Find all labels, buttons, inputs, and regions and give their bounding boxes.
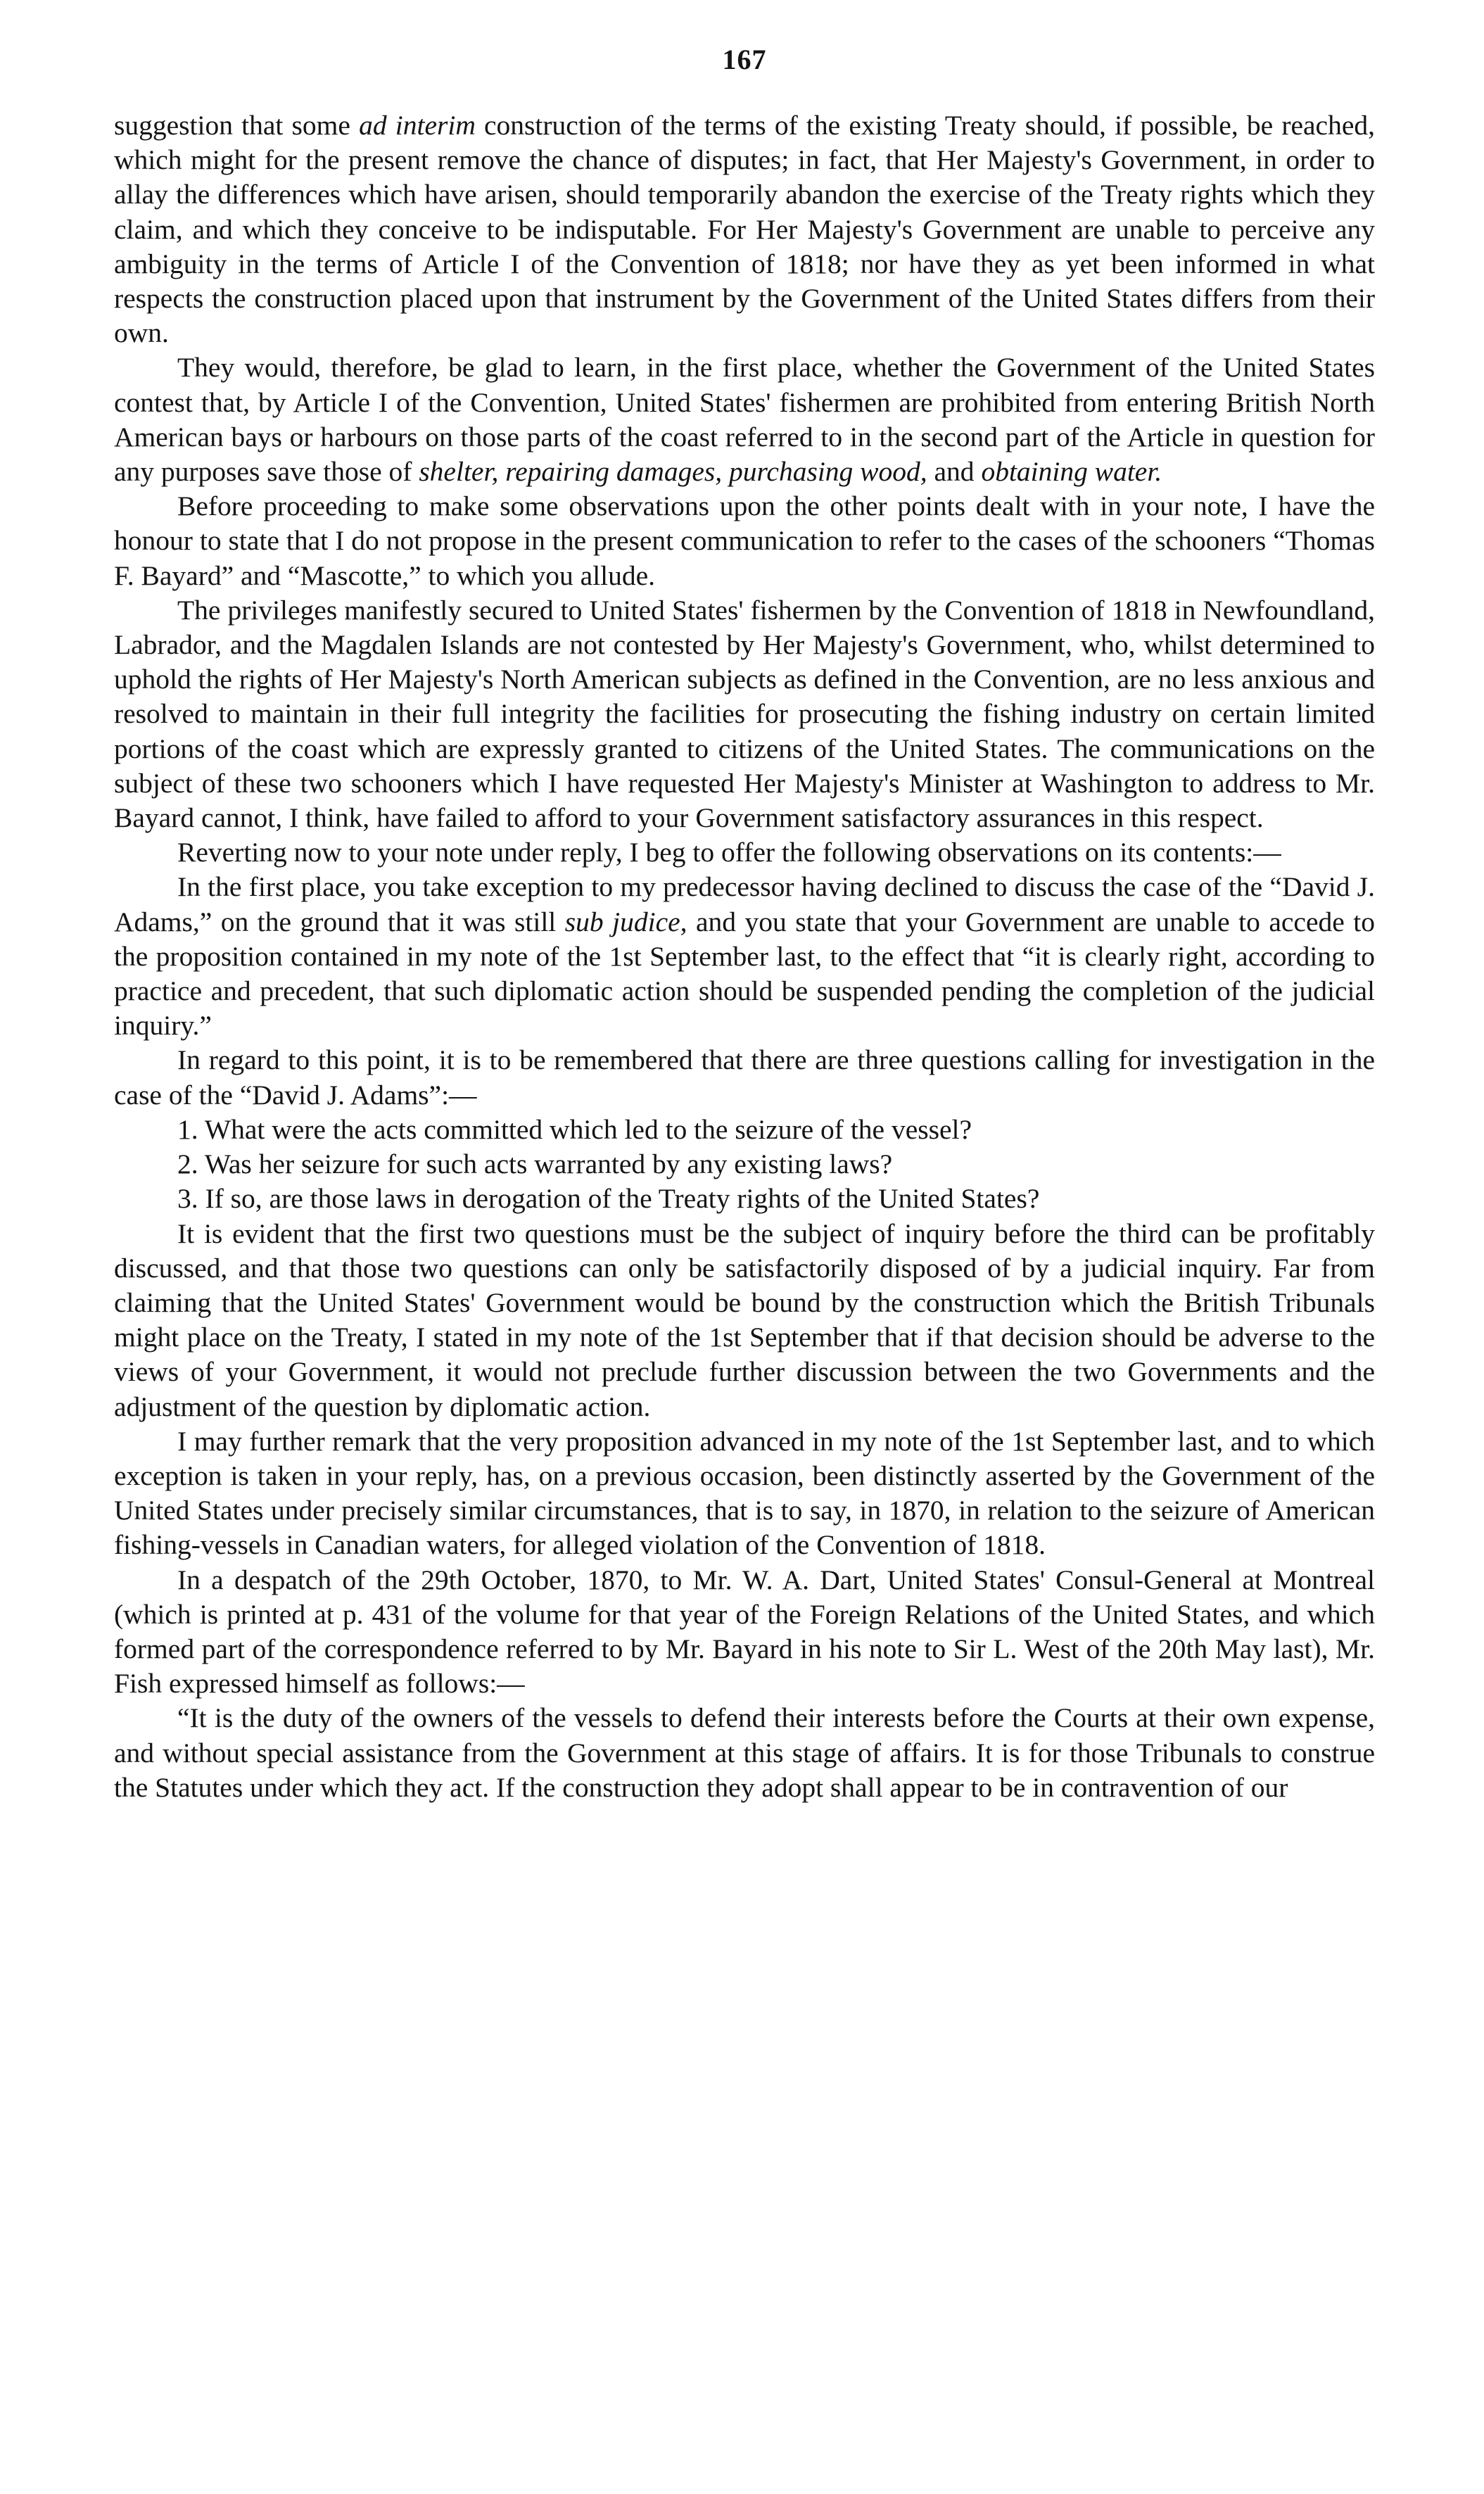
page-number: 167 (722, 44, 767, 75)
paragraph (114, 835, 1375, 870)
text-run: 2. Was her seizure for such acts warranted by any existing laws? (177, 1148, 893, 1180)
document-page (114, 42, 1375, 1805)
italic-text: ad interim (359, 110, 476, 141)
text-run: They would, therefore, be glad to learn, in the first place, whether the Government of the United States contest that, by Article I of the Convention, United States' fishermen are prohibited from entering British North American bays or harbours on those parts of the coast referred to in the second part of the Article in question for any purposes save those of (114, 352, 1375, 488)
paragraph (114, 870, 1375, 1043)
paragraph (114, 489, 1375, 593)
italic-text: obtaining water. (981, 456, 1162, 488)
text-run: “It is the duty of the owners of the vessels to defend their interests before the Courts at their own expense, and without special assistance from the Government at this stage of affairs. It is for those Tribunals to construe the Statutes under which they act. If the construction they adopt shall appear to be in contravention of our (114, 1702, 1375, 1803)
text-run: construction of the terms of the existing Treaty should, if possible, be reached, which might for the present remove the chance of disputes; in fact, that Her Majesty's Government, in order to allay the differences which have arisen, should temporarily abandon the exercise of the Treaty rights which they claim, and which they conceive to be indisputable. For Her Majesty's Government are unable to perceive any ambiguity in the terms of Article I of the Convention of 1818; nor have they as yet been informed in what respects the construction placed upon that instrument by the Government of the United States differs from their own. (114, 110, 1375, 349)
text-run: Reverting now to your note under reply, I beg to offer the following observations on its contents:— (177, 837, 1281, 868)
paragraph (114, 350, 1375, 489)
text-run: In a despatch of the 29th October, 1870, to Mr. W. A. Dart, United States' Consul-General at Montreal (which is printed at p. 431 of the volume for that year of the Foreign Relations of the United States, and which formed part of the correspondence referred to by Mr. Bayard in his note to Sir L. West of the 20th May last), Mr. Fish expressed himself as follows:— (114, 1564, 1375, 1699)
text-run: 3. If so, are those laws in derogation of the Treaty rights of the United States? (177, 1183, 1040, 1215)
text-run: Before proceeding to make some observations upon the other points dealt with in your note, I have the honour to state that I do not propose in the present communication to refer to the cases of the schooners “Thomas F. Bayard” and “Mascotte,” to which you allude. (114, 490, 1375, 591)
text-run: In the first place, you take exception to my predecessor having declined to discuss the case of the “David J. Adams,” on the ground that it was still (114, 871, 1375, 937)
paragraph (114, 1424, 1375, 1563)
paragraph (114, 108, 1375, 350)
text-run: I may further remark that the very proposition advanced in my note of the 1st September last, and to which exception is taken in your reply, has, on a previous occasion, been distinctly asserted by the Government of the United States under precisely similar circumstances, that is to say, in 1870, in relation to the seizure of American fishing-vessels in Canadian waters, for alleged violation of the Convention of 1818. (114, 1425, 1375, 1561)
text-run: suggestion that some (114, 110, 360, 141)
text-run: 1. What were the acts committed which led to the seizure of the vessel? (177, 1113, 972, 1145)
italic-text: shelter, repairing damages, purchasing wood, (419, 456, 927, 488)
italic-text: sub judice, (564, 906, 687, 937)
paragraph (114, 593, 1375, 835)
text-run: and you state that your Government are unable to accede to the proposition contained in my note of the 1st September last, to the effect that “it is clearly right, according to practice and precedent, that such diplomatic action should be suspended pending the completion of the judicial inquiry.” (114, 906, 1375, 1042)
text-run: In regard to this point, it is to be remembered that there are three questions calling for investigation in the case of the “David J. Adams”:— (114, 1044, 1375, 1110)
paragraph (114, 1182, 1375, 1216)
paragraph (114, 1701, 1375, 1805)
text-run: It is evident that the first two questions must be the subject of inquiry before the third can be profitably discussed, and that those two questions can only be satisfactorily disposed of by a judicial inquiry. Far from claiming that the United States' Government would be bound by the construction which the British Tribunals might place on the Treaty, I stated in my note of the 1st September that if that decision should be adverse to the views of your Government, it would not preclude further discussion between the two Governments and the adjustment of the question by diplomatic action. (114, 1217, 1375, 1422)
paragraph (114, 1563, 1375, 1702)
paragraph (114, 1043, 1375, 1112)
text-run: The privileges manifestly secured to United States' fishermen by the Convention of 1818 in Newfoundland, Labrador, and the Magdalen Islands are not contested by Her Majesty's Government, who, whilst determined to uphold the rights of Her Majesty's North American subjects as defined in the Convention, are no less anxious and resolved to maintain in their full integrity the facilities for prosecuting the fishing industry on certain limited portions of the coast which are expressly granted to citizens of the United States. The communications on the subject of these two schooners which I have requested Her Majesty's Minister at Washington to address to Mr. Bayard cannot, I think, have failed to afford to your Government satisfactory assurances in this respect. (114, 594, 1375, 834)
paragraph (114, 1113, 1375, 1147)
body-text (114, 108, 1375, 1805)
paragraph (114, 1147, 1375, 1182)
text-run: and (927, 456, 982, 488)
paragraph (114, 1217, 1375, 1424)
